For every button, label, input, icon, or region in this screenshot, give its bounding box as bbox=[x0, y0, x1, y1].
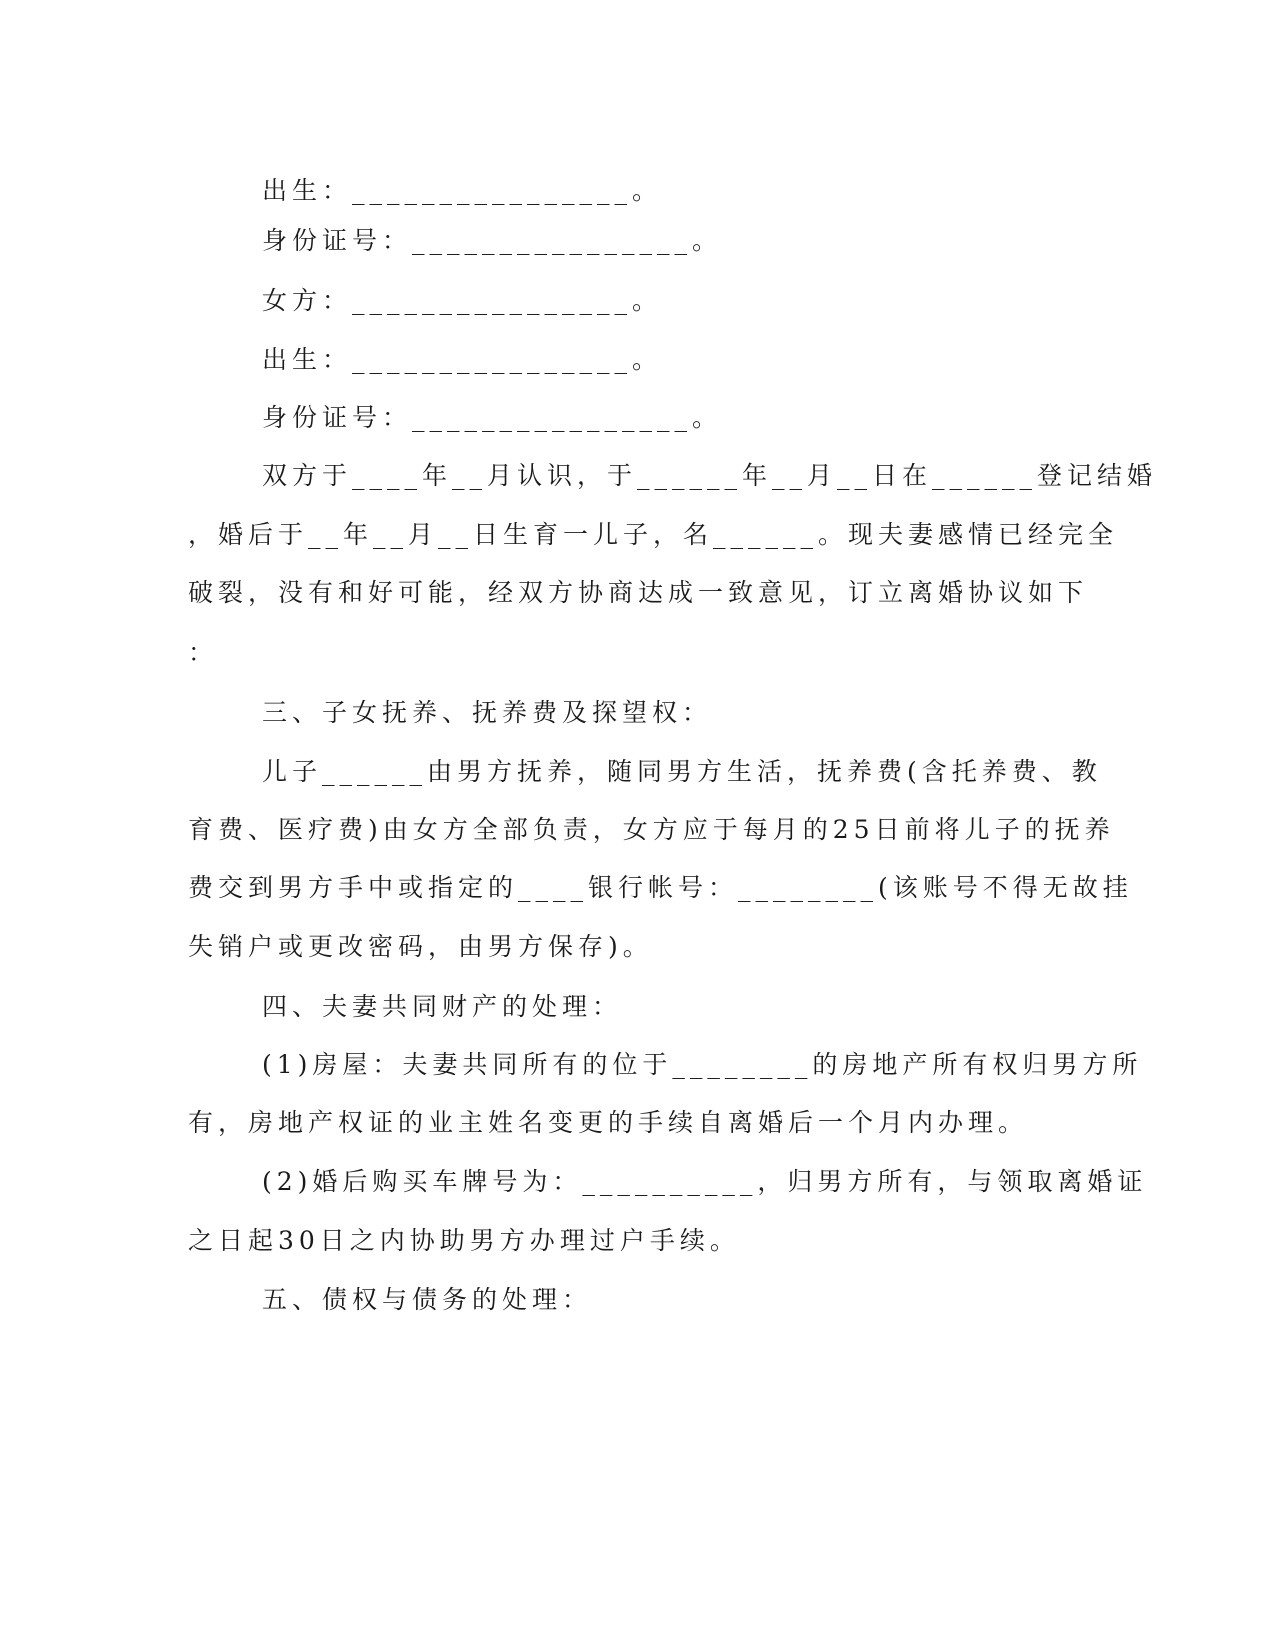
paragraph-marriage-line-2: ，婚后于__年__月__日生育一儿子，名______。现夫妻感情已经完全 bbox=[188, 520, 1119, 549]
female-id-line: 身份证号：________________。 bbox=[262, 403, 723, 432]
paragraph-marriage-line-3: 破裂，没有和好可能，经双方协商达成一致意见，订立离婚协议如下 bbox=[188, 578, 1089, 607]
paragraph-marriage-line-1: 双方于____年__月认识，于______年__月__日在______登记结婚 bbox=[262, 461, 1158, 490]
paragraph-car-line-1: (2)婚后购买车牌号为：__________，归男方所有，与领取离婚证 bbox=[262, 1167, 1148, 1196]
paragraph-house-line-1: (1)房屋：夫妻共同所有的位于________的房地产所有权归男方所 bbox=[262, 1050, 1143, 1079]
paragraph-custody-line-1: 儿子______由男方抚养，随同男方生活，抚养费(含托养费、教 bbox=[262, 757, 1102, 786]
paragraph-car-line-2: 之日起30日之内协助男方办理过户手续。 bbox=[188, 1226, 740, 1255]
paragraph-custody-line-2: 育费、医疗费)由女方全部负责，女方应于每月的25日前将儿子的抚养 bbox=[188, 815, 1115, 844]
paragraph-house-line-2: 有，房地产权证的业主姓名变更的手续自离婚后一个月内办理。 bbox=[188, 1108, 1029, 1137]
section-heading-five: 五、债权与债务的处理： bbox=[262, 1285, 593, 1314]
section-heading-three: 三、子女抚养、抚养费及探望权： bbox=[262, 698, 713, 727]
paragraph-custody-line-3: 费交到男方手中或指定的____银行帐号：________(该账号不得无故挂 bbox=[188, 873, 1133, 902]
section-heading-four: 四、夫妻共同财产的处理： bbox=[262, 992, 623, 1021]
female-birth-line: 出生：________________。 bbox=[262, 345, 663, 374]
female-name-line: 女方：________________。 bbox=[262, 286, 663, 315]
paragraph-custody-line-4: 失销户或更改密码，由男方保存)。 bbox=[188, 932, 653, 961]
male-id-line: 身份证号：________________。 bbox=[262, 226, 723, 255]
paragraph-marriage-line-4: ： bbox=[188, 638, 219, 667]
male-birth-line: 出生：________________。 bbox=[262, 176, 663, 205]
